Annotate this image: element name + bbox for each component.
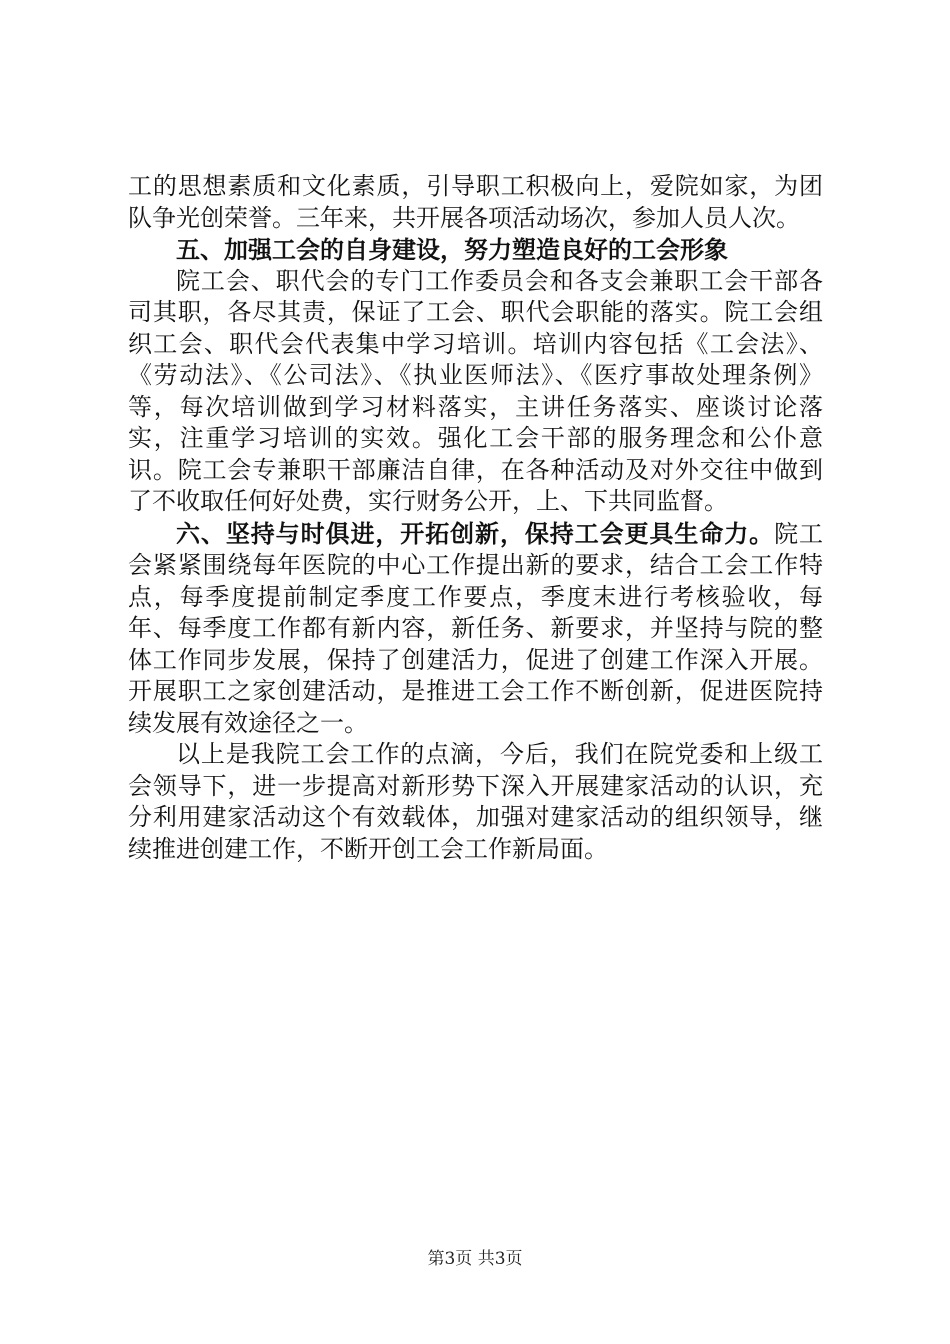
paragraph-section-5: 院工会、职代会的专门工作委员会和各支会兼职工会干部各司其职，各尽其责，保证了工会、职代会职能的落实。院工会组织工会、职代会代表集中学习培训。培训内容包括《工会法》、《劳动法》、《公司法》、《执业医师法》、《医疗事故处理条例》等，每次培训做到学习材料落实，主讲任务落实、座谈讨论落实，注重学习培训的实效。强化工会干部的服务理念和公仆意识。院工会专兼职干部廉洁自律，在各种活动及对外交往中做到了不收取任何好处费，实行财务公开，上、下共同监督。 [128, 266, 823, 515]
page-footer: 第3页 共3页 [427, 1249, 523, 1269]
section-heading-6: 六、坚持与时俱进，开拓创新，保持工会更具生命力。 [176, 518, 775, 548]
section-heading-5: 五、加强工会的自身建设，努力塑造良好的工会形象 [176, 235, 728, 264]
paragraph-conclusion: 以上是我院工会工作的点滴，今后，我们在院党委和上级工会领导下，进一步提高对新形势下深入开展建家活动的认识，充分利用建家活动这个有效载体，加强对建家活动的组织领导，继续推进创建工作，不断开创工会工作新局面。 [128, 740, 823, 863]
section-6-text: 院工会紧紧围绕每年医院的中心工作提出新的要求，结合工会工作特点，每季度提前制定季度工作要点，季度末进行考核验收，每年、每季度工作都有新内容，新任务、新要求，并坚持与院的整体工作同步发展，保持了创建活力，促进了创建工作深入开展。开展职工之家创建活动，是推进工会工作不断创新，促进医院持续发展有效途径之一。 [128, 519, 823, 737]
paragraph-section-6 [128, 518, 823, 740]
paragraph-continued: 工的思想素质和文化素质，引导职工积极向上，爱院如家，为团队争光创荣誉。三年来，共开展各项活动场次，参加人员人次。 [128, 172, 823, 232]
document-body [128, 171, 823, 865]
